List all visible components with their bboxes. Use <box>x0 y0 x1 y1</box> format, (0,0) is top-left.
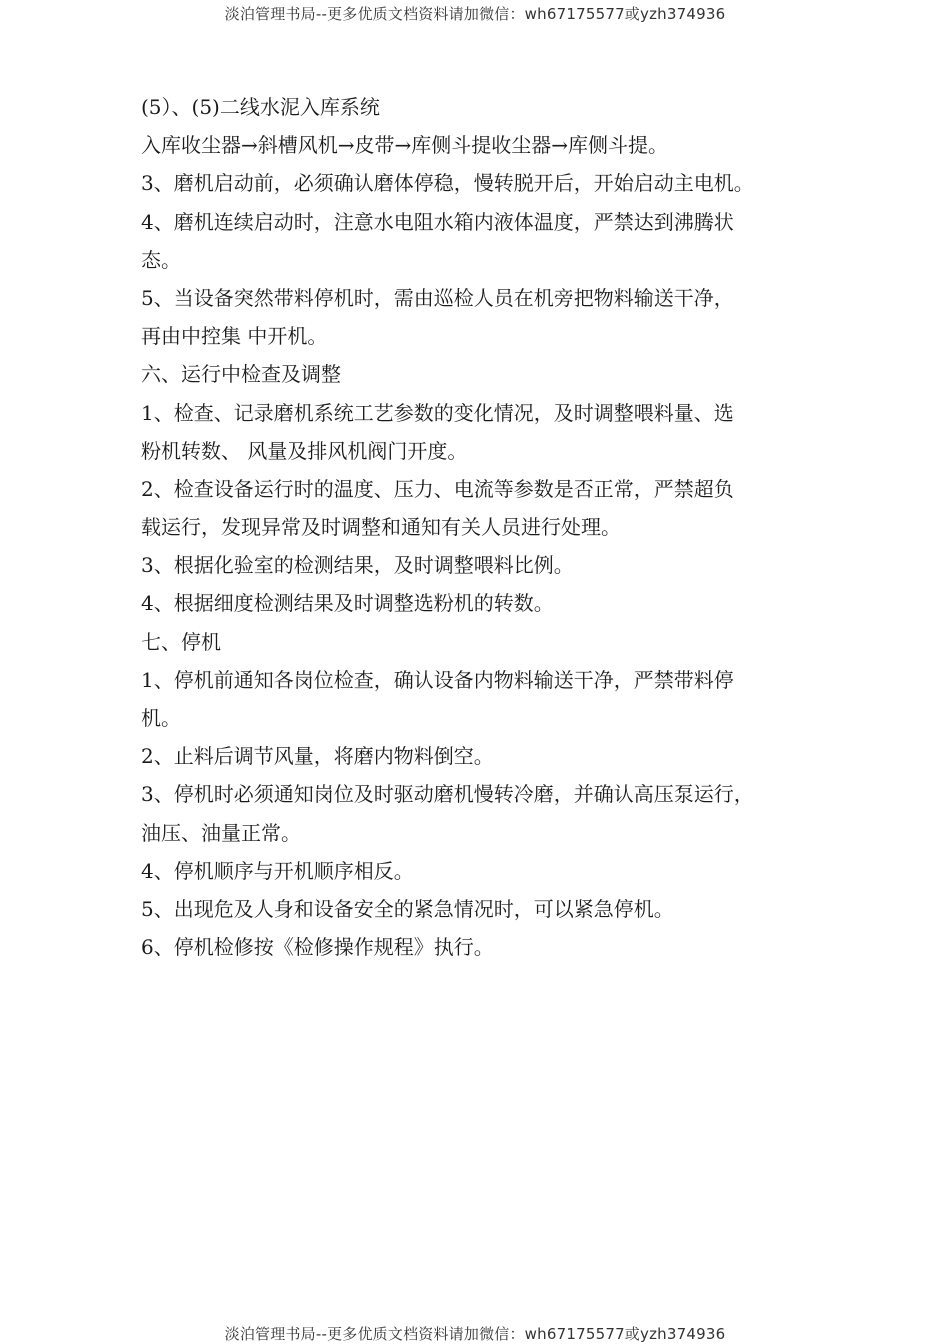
paragraph-line: 5、当设备突然带料停机时，需由巡检人员在机旁把物料输送干净， <box>141 285 734 310</box>
section-heading-shutdown: 七、停机 <box>141 629 221 654</box>
paragraph-line: 粉机转数、 风量及排风机阀门开度。 <box>141 438 468 463</box>
paragraph-line: 态。 <box>141 247 181 272</box>
paragraph-line: 5、出现危及人身和设备安全的紧急情况时，可以紧急停机。 <box>141 896 674 921</box>
paragraph-line: 1、检查、记录磨机系统工艺参数的变化情况，及时调整喂料量、选 <box>141 400 734 425</box>
footer-watermark: 淡泊管理书局--更多优质文档资料请加微信：wh67175577或yzh374936 <box>224 1325 726 1343</box>
document-body <box>141 88 831 966</box>
section-heading-cement-storage: (5）、(5)二线水泥入库系统 <box>141 95 380 119</box>
header-watermark: 淡泊管理书局--更多优质文档资料请加微信：wh67175577或yzh374936 <box>224 5 726 23</box>
paragraph-line: 油压、油量正常。 <box>141 820 301 845</box>
paragraph-line: 2、检查设备运行时的温度、压力、电流等参数是否正常，严禁超负 <box>141 476 734 501</box>
paragraph-line: 4、停机顺序与开机顺序相反。 <box>141 858 414 883</box>
paragraph-line: 1、停机前通知各岗位检查，确认设备内物料输送干净，严禁带料停 <box>141 667 734 692</box>
paragraph-line: 载运行，发现异常及时调整和通知有关人员进行处理。 <box>141 515 621 540</box>
paragraph-line: 3、磨机启动前，必须确认磨体停稳，慢转脱开后，开始启动主电机。 <box>141 171 754 196</box>
section-heading-inspection: 六、运行中检查及调整 <box>141 362 341 387</box>
paragraph-line: 3、根据化验室的检测结果，及时调整喂料比例。 <box>141 553 574 578</box>
paragraph-line: 2、止料后调节风量，将磨内物料倒空。 <box>141 744 494 769</box>
paragraph-line: 3、停机时必须通知岗位及时驱动磨机慢转冷磨，并确认高压泵运行， <box>141 782 754 807</box>
paragraph-line: 4、根据细度检测结果及时调整选粉机的转数。 <box>141 591 554 616</box>
paragraph-line: 入库收尘器→斜槽风机→皮带→库侧斗提收尘器→库侧斗提。 <box>141 133 669 158</box>
paragraph-line: 机。 <box>141 706 181 730</box>
paragraph-line: 4、磨机连续启动时，注意水电阻水箱内液体温度，严禁达到沸腾状 <box>141 209 734 234</box>
paragraph-line: 再由中控集 中开机。 <box>141 324 328 349</box>
paragraph-line: 6、停机检修按《检修操作规程》执行。 <box>141 935 494 960</box>
